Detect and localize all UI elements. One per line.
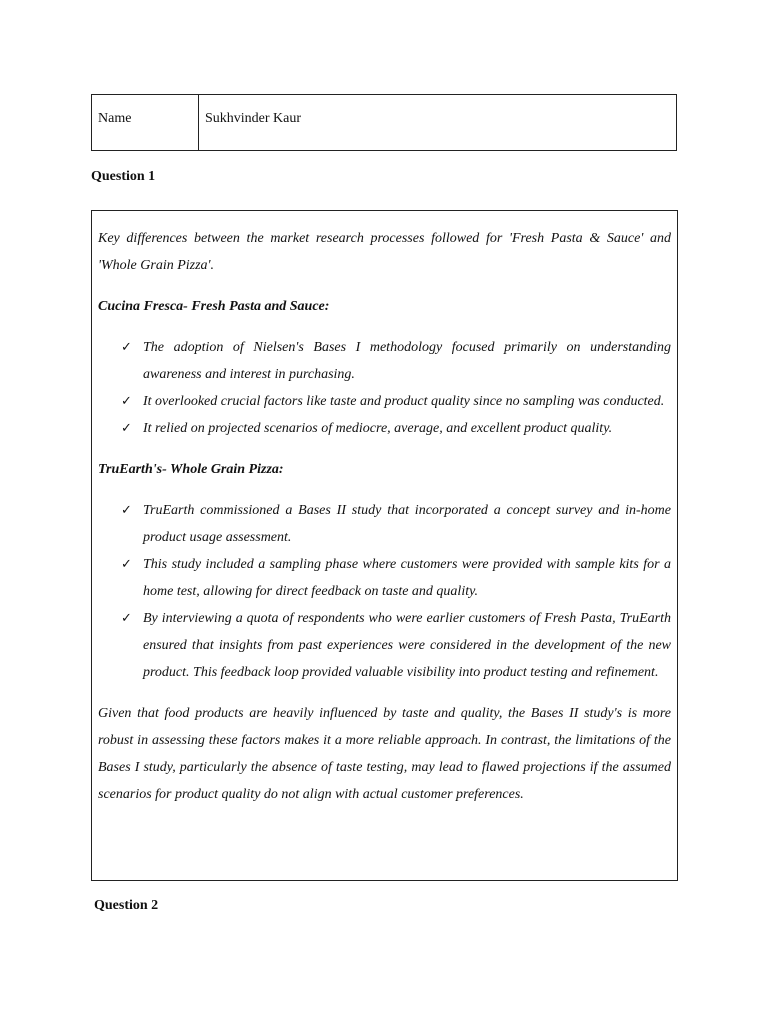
name-value: Sukhvinder Kaur [205, 111, 302, 126]
answer-box [91, 210, 678, 881]
list-item [121, 388, 671, 415]
section-1-heading: Cucina Fresca- Fresh Pasta and Sauce: [98, 299, 330, 314]
bullet-text: TruEarth commissioned a Bases II study that incorporated a concept survey and in-home product usage assessment. [143, 503, 671, 545]
question-1-heading: Question 1 [91, 169, 156, 184]
checkmark-icon: ✓ [121, 394, 132, 409]
name-table [91, 94, 677, 151]
checkmark-icon: ✓ [121, 557, 132, 572]
bullet-text: This study included a sampling phase where customers were provided with sample kits for a home test, allowing for direct feedback on taste and quality. [143, 557, 671, 599]
section-1-bullets [98, 334, 671, 442]
answer-conclusion: Given that food products are heavily influenced by taste and quality, the Bases II study's is more robust in assessing these factors makes it a more reliable approach. In contrast, the limitations of the Bases I study, particularly the absence of taste testing, may lead to flawed projections if the assumed scenarios for product quality do not align with actual customer preferences. [98, 706, 671, 802]
question-2-heading: Question 2 [94, 898, 159, 913]
checkmark-icon: ✓ [121, 340, 132, 355]
answer-intro: Key differences between the market research processes followed for 'Fresh Pasta & Sauce' and 'Whole Grain Pizza'. [98, 231, 671, 273]
bullet-text: It overlooked crucial factors like taste and product quality since no sampling was conducted. [143, 394, 665, 409]
list-item [121, 551, 671, 605]
list-item [121, 334, 671, 388]
section-2-bullets [98, 497, 671, 686]
bullet-text: The adoption of Nielsen's Bases I methodology focused primarily on understanding awareness and interest in purchasing. [143, 340, 671, 382]
checkmark-icon: ✓ [121, 611, 132, 626]
bullet-text: By interviewing a quota of respondents who were earlier customers of Fresh Pasta, TruEarth ensured that insights from past experiences were considered in the development of the new product. This feedback loop provided valuable visibility into product testing and refinement. [143, 611, 671, 680]
checkmark-icon: ✓ [121, 503, 132, 518]
name-label: Name [92, 95, 199, 150]
list-item [121, 415, 671, 442]
bullet-text: It relied on projected scenarios of mediocre, average, and excellent product quality. [143, 421, 613, 436]
checkmark-icon: ✓ [121, 421, 132, 436]
list-item [121, 497, 671, 551]
section-2-heading: TruEarth's- Whole Grain Pizza: [98, 462, 284, 477]
list-item [121, 605, 671, 686]
